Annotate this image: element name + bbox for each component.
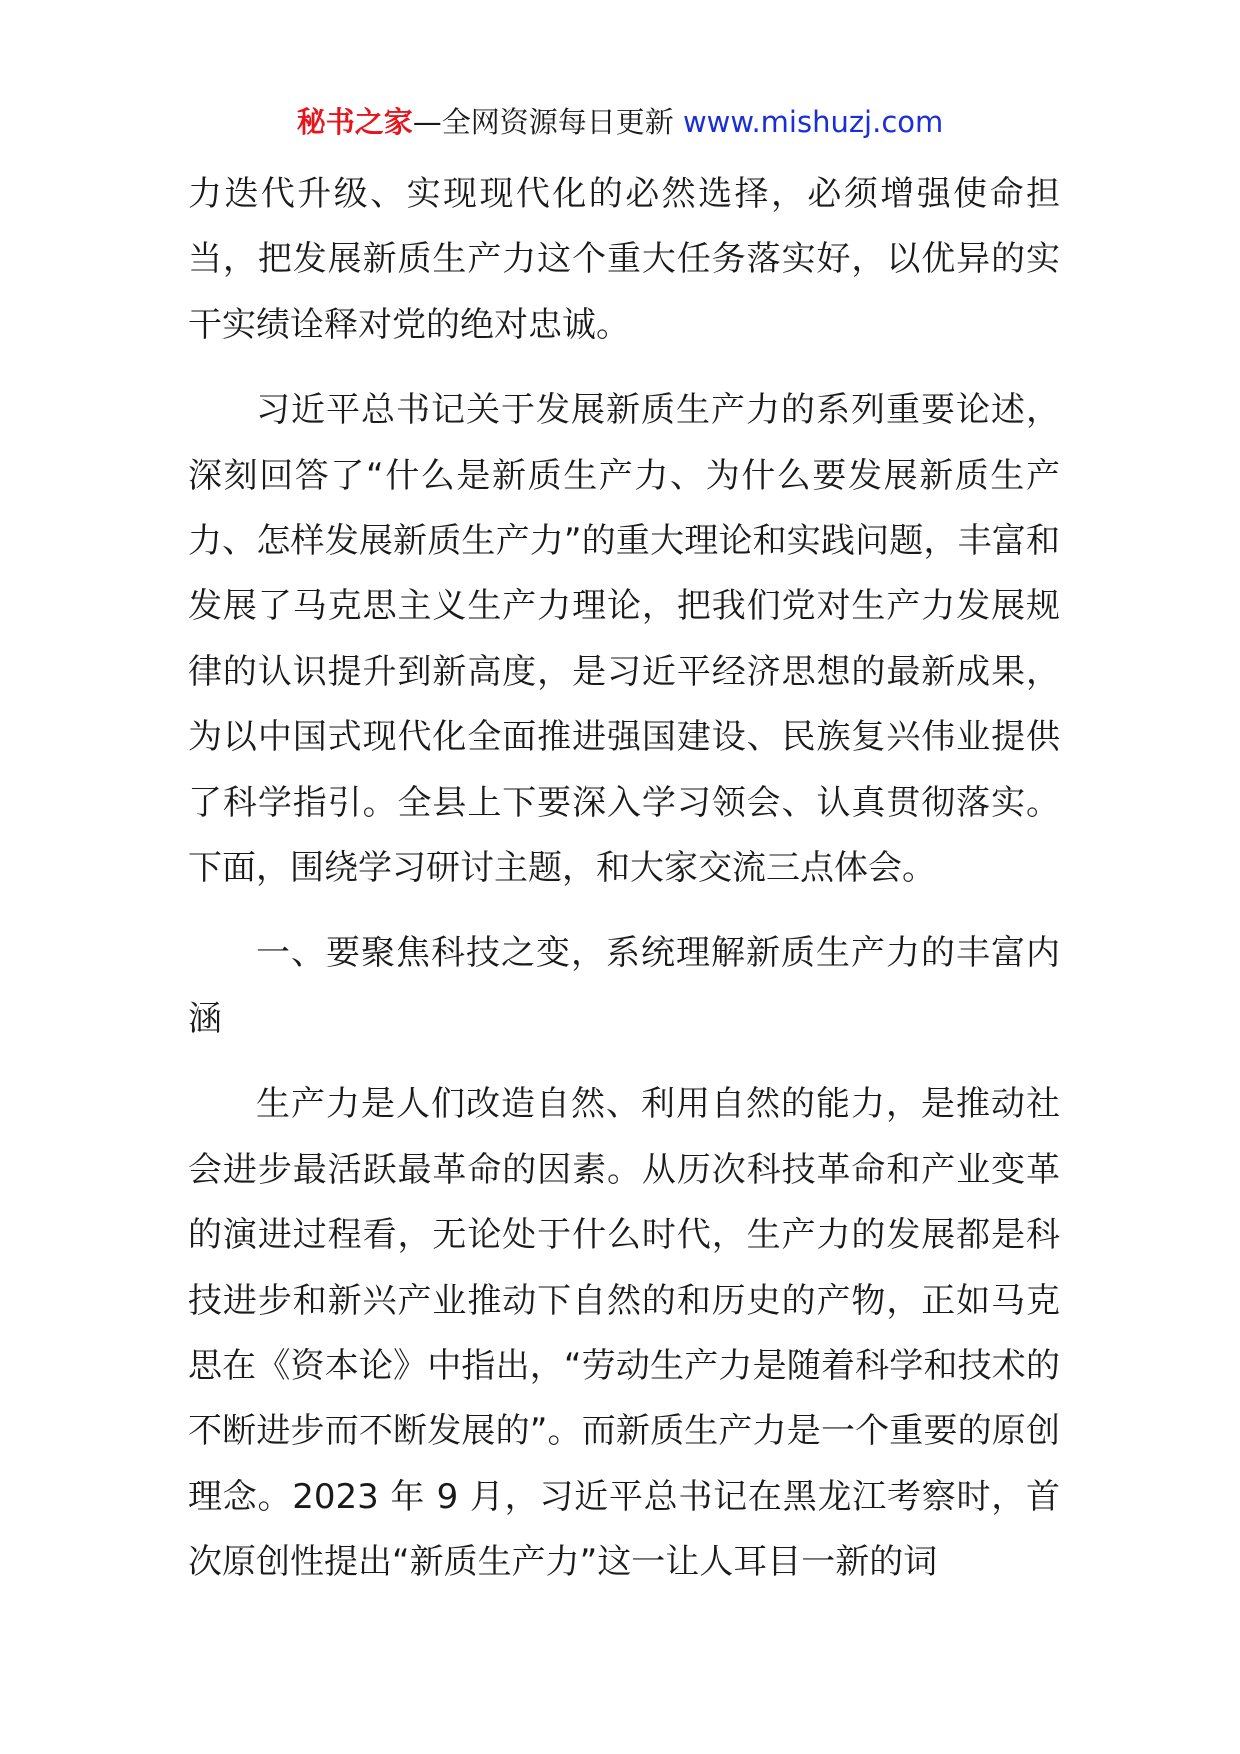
page-header (0, 102, 1240, 142)
header-brand: 秘书之家 (296, 105, 413, 139)
document-body (188, 162, 1060, 1596)
paragraph-continuation: 力迭代升级、实现现代化的必然选择，必须增强使命担当，把发展新质生产力这个重大任务落实好，以优异的实干实绩诠释对党的绝对忠诚。 (188, 174, 1060, 345)
header-tagline: —全网资源每日更新 (412, 105, 674, 139)
paragraph-intro: 习近平总书记关于发展新质生产力的系列重要论述，深刻回答了“什么是新质生产力、为什么要发展新质生产力、怎样发展新质生产力”的重大理论和实践问题，丰富和发展了马克思主义生产力理论，把我们党对生产力发展规律的认识提升到新高度，是习近平经济思想的最新成果，为以中国式现代化全面推进强国建设、民族复兴伟业提供了科学指引。全县上下要深入学习领会、认真贯彻落实。下面，围绕学习研讨主题，和大家交流三点体会。 (188, 390, 1060, 889)
header-url-link[interactable]: www.mishuzj.com (682, 105, 944, 139)
paragraph-section-1: 生产力是人们改造自然、利用自然的能力，是推动社会进步最活跃最革命的因素。从历次科技革命和产业变革的演进过程看，无论处于什么时代，生产力的发展都是科技进步和新兴产业推动下自然的和历史的产物，正如马克思在《资本论》中指出，“劳动生产力是随着科学和技术的不断进步而不断发展的”。而新质生产力是一个重要的原创理念。2023 年 9 月，习近平总书记在黑龙江考察时，首次原创性提出“新质生产力”这一让人耳目一新的词 (188, 1084, 1060, 1583)
section-heading-1: 一、要聚焦科技之变，系统理解新质生产力的丰富内涵 (188, 933, 1060, 1039)
